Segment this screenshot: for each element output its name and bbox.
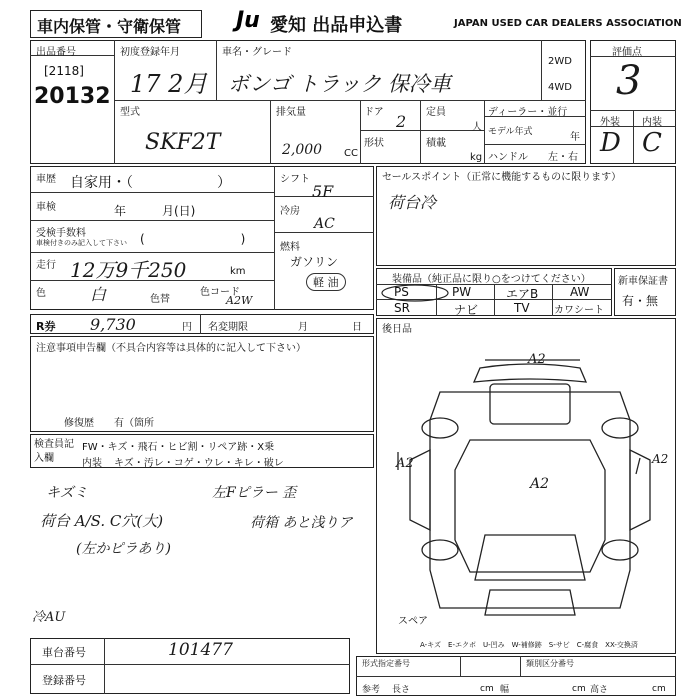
displacement-value: 2,000 xyxy=(282,142,323,158)
receiver-sub: 車検付きのみ記入して下さい xyxy=(36,239,127,247)
shape-label: 形状 xyxy=(364,138,384,149)
recycle-label: R券 xyxy=(36,320,56,333)
drive-2wd: 2WD xyxy=(548,56,572,67)
name-change-month: 月 xyxy=(298,322,308,333)
equip-sr: SR xyxy=(394,301,410,315)
inspection-value: 年 月(日) xyxy=(114,204,196,218)
load-unit: kg xyxy=(470,152,483,163)
interior-label: 内装 xyxy=(642,117,662,128)
damage-legend: A-キズ E-エクボ U-凹み W-補修跡 S-サビ C-腐食 XX-交換済 xyxy=(420,641,638,649)
ac-label: 冷房 xyxy=(280,206,300,217)
reference-label: 参考 xyxy=(362,685,381,695)
handle-options: 左・右 xyxy=(548,152,578,163)
receiver-paren: ( ) xyxy=(140,232,246,246)
color-label: 色 xyxy=(36,288,46,299)
name-change-day: 日 xyxy=(352,322,362,333)
inspector-row2-label: 内装 xyxy=(82,458,102,469)
equip-aw: AW xyxy=(570,285,590,299)
inspector-note-2: 左Fピラー 歪 xyxy=(212,485,297,501)
rear-items-label: 後日品 xyxy=(382,324,412,335)
logo-text: 愛知 出品申込書 xyxy=(270,15,403,36)
dealer-label: ディーラー・並行 xyxy=(488,107,568,118)
color-value: 白 xyxy=(90,285,107,304)
recycle-yen: 円 xyxy=(182,322,192,333)
width-label: 幅 xyxy=(500,685,510,695)
fuel-alt: 軽 油 xyxy=(306,273,346,291)
circle-ps-icon xyxy=(380,283,450,303)
inspector-note-6: 冷AU xyxy=(32,610,66,625)
selling-value: 荷台冷 xyxy=(388,193,437,212)
model-year-label: モデル年式 xyxy=(488,127,533,137)
equip-navi: ナビ xyxy=(454,303,479,317)
handle-label: ハンドル xyxy=(488,152,528,163)
width-unit: cm xyxy=(572,684,586,694)
car-name-value: ボンゴ トラック 保冷車 xyxy=(228,72,451,96)
color-code-value: A2W xyxy=(226,294,253,307)
recycle-frame xyxy=(30,314,374,334)
notes-label: 注意事項申告欄（不具合内容等は具体的に記入して下さい） xyxy=(36,343,306,354)
category-label: 類別区分番号 xyxy=(526,659,574,668)
logo-subtitle: JAPAN USED CAR DEALERS ASSOCIATION xyxy=(454,18,682,29)
title-left-box xyxy=(30,10,202,38)
equip-pw: PW xyxy=(452,285,472,299)
chassis-value: 101477 xyxy=(168,640,233,660)
equip-leather: カワシート xyxy=(554,305,604,316)
repair-value: 有（箇所 xyxy=(114,418,154,429)
inspector-label: 検査員記入欄 xyxy=(34,439,74,464)
height-unit: cm xyxy=(652,684,666,694)
diagram-top-label: A2 xyxy=(528,352,546,367)
capacity-label: 定員 xyxy=(426,107,446,118)
car-name-label: 車名・グレード xyxy=(222,47,292,58)
equip-ps: PS xyxy=(394,285,409,299)
title-left: 車内保管・守衛保管 xyxy=(37,17,182,36)
reg-label: 登録番号 xyxy=(42,674,86,687)
length-label: 長さ xyxy=(392,685,411,695)
equip-airbag: エアB xyxy=(506,287,539,301)
selling-label: セールスポイント（正常に機能するものに限ります） xyxy=(382,172,622,183)
repair-label: 修復歴 xyxy=(64,418,94,429)
recycle-value: 9,730 xyxy=(90,315,136,334)
score-label: 評価点 xyxy=(612,47,642,58)
mileage-label: 走行 xyxy=(36,260,56,271)
lot-label: 出品番号 xyxy=(36,47,76,58)
inspection-label: 車検 xyxy=(36,202,56,213)
cc-unit: CC xyxy=(344,148,358,159)
diagram-left-label: A2 xyxy=(396,456,414,471)
load-label: 積載 xyxy=(426,138,446,149)
chassis-label: 車台番号 xyxy=(42,646,86,659)
color-code-label: 色コード xyxy=(200,287,240,298)
diagram-center-label: A2 xyxy=(530,476,550,492)
first-reg-value: 17 2月 xyxy=(130,70,208,98)
model-spec-label: 形式指定番号 xyxy=(362,659,410,668)
receiver-label: 受検手数料 xyxy=(36,228,86,239)
inspector-row1: FW・キズ・飛石・ヒビ割・リペア跡・X乗 xyxy=(82,442,275,453)
history-value: 自家用・（ ） xyxy=(70,175,231,191)
equip-tv: TV xyxy=(514,301,530,315)
drive-4wd: 4WD xyxy=(548,82,572,93)
lot-number: 20132 xyxy=(34,84,111,109)
warranty-label: 新車保証書 xyxy=(618,276,668,287)
inspector-row2: キズ・汚レ・コゲ・ウレ・キレ・破レ xyxy=(114,458,284,469)
interior-value: C xyxy=(642,128,662,158)
fuel-label: 燃料 xyxy=(280,242,300,253)
ac-value: AC xyxy=(314,216,335,232)
color-change-label: 色替 xyxy=(150,294,170,305)
logo-mark: Ju xyxy=(236,8,260,33)
mileage-unit: km xyxy=(230,266,246,277)
year-unit: 年 xyxy=(570,132,580,143)
spare-label: スペア xyxy=(398,616,428,627)
inspector-note-3: 荷台 A/S. C穴(大) xyxy=(40,512,164,530)
inspector-note-5: (左かピラあり) xyxy=(76,541,171,557)
capacity-unit: 人 xyxy=(472,122,482,133)
equipment-label: 装備品（純正品に限り○をつけてください） xyxy=(392,274,591,285)
exterior-value: D xyxy=(600,128,621,158)
history-label: 車歴 xyxy=(36,174,56,185)
warranty-options: 有・無 xyxy=(622,294,659,308)
model-value: SKF2T xyxy=(145,130,221,155)
score-value: 3 xyxy=(616,58,642,104)
shift-value: 5F xyxy=(312,182,334,201)
door-label: ドア xyxy=(364,107,384,118)
first-reg-label: 初度登録年月 xyxy=(120,47,180,58)
length-unit: cm xyxy=(480,684,494,694)
inspector-note-4: 荷箱 あと浅りア xyxy=(250,515,353,531)
exterior-label: 外装 xyxy=(600,117,620,128)
name-change-label: 名変期限 xyxy=(208,322,248,333)
shift-label: シフト xyxy=(280,174,310,185)
mileage-value: 12万9千250 xyxy=(70,258,187,282)
fuel-value: ガソリン xyxy=(290,255,339,269)
height-label: 高さ xyxy=(590,685,609,695)
lot-small: [2118] xyxy=(44,64,84,78)
model-label: 型式 xyxy=(120,107,140,118)
door-value: 2 xyxy=(396,112,407,131)
diagram-right-label: A2 xyxy=(652,452,669,466)
displacement-label: 排気量 xyxy=(276,107,306,118)
inspector-note-1: キズミ xyxy=(46,485,88,501)
